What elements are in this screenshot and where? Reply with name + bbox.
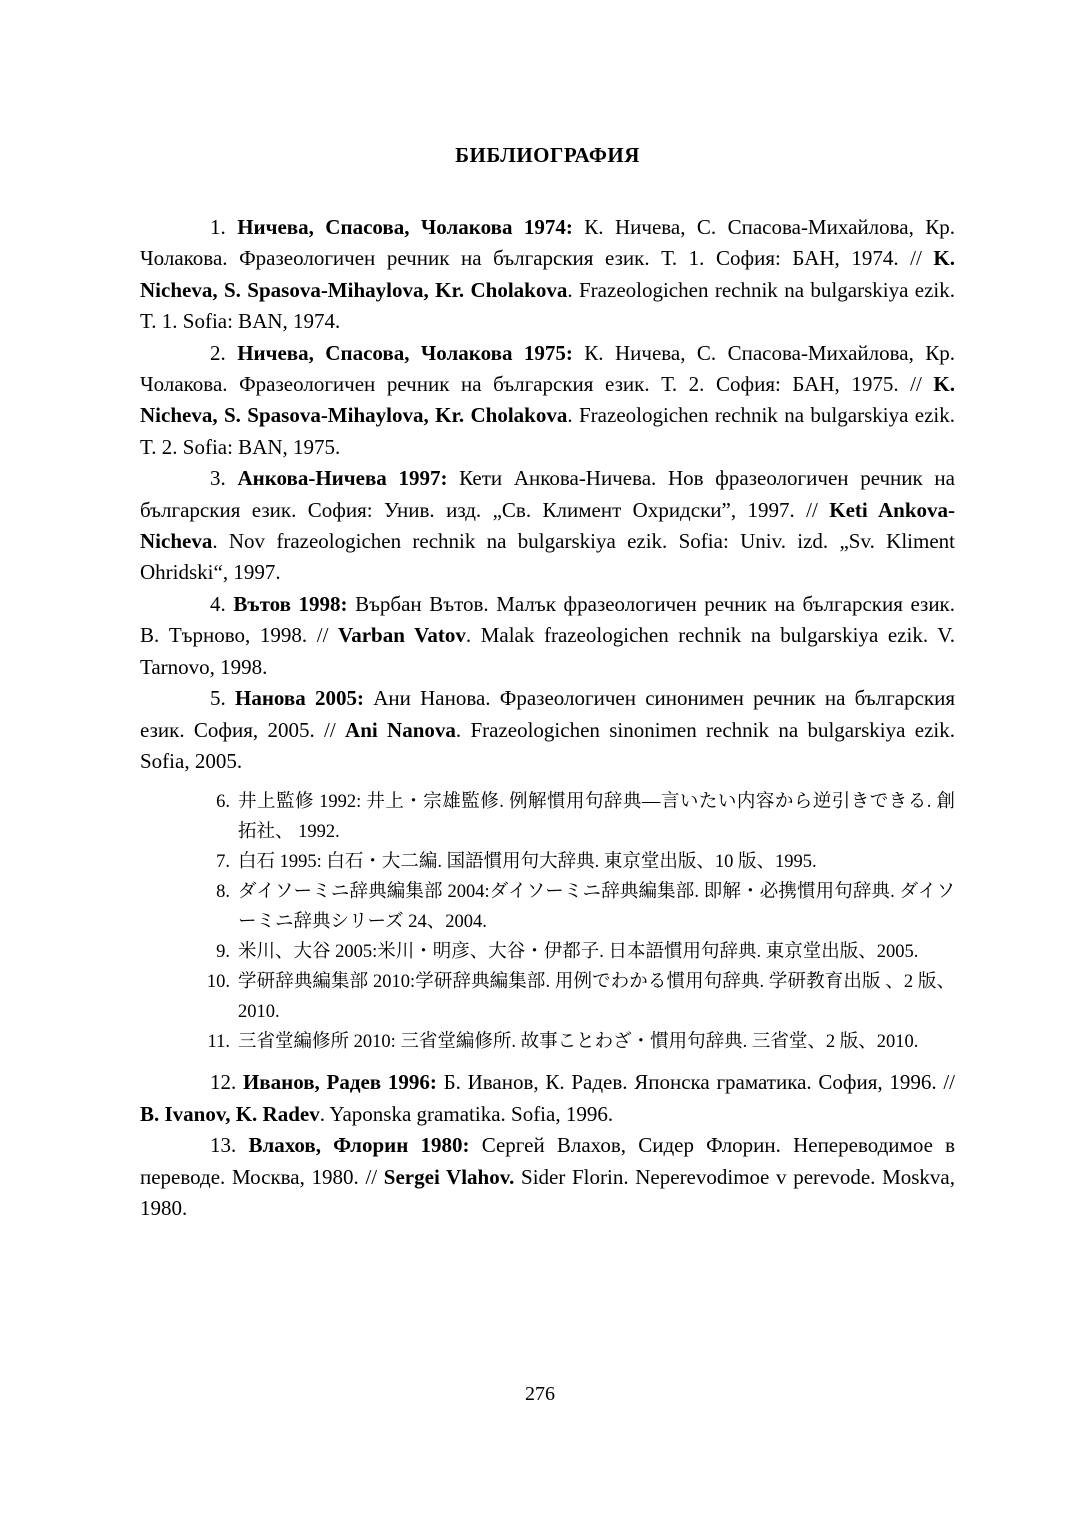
entry-text: Sider Florin. Neperevodimoe v perevode. Moskva, 1980. [140,1164,955,1220]
entry-text-bold: Ничева, Спасова, Чолакова 1975: [237,340,573,365]
entry-text: 三省堂編修所 2010: 三省堂編修所. 故事ことわざ・慣用句辞典. 三省堂、2 版、2010. [238,1032,919,1053]
page-number: 276 [525,1383,555,1405]
entry-text-bold: Ничева, Спасова, Чолакова 1974: [237,215,573,239]
entry-text-bold: Varban Vatov [338,623,466,648]
entry-text: 3. [210,466,238,491]
bibliography-list [140,212,955,1224]
entry-text-bold: Влахов, Флорин 1980: [248,1133,470,1158]
entry-text: . Frazeologichen sinonimen rechnik na bulgarskiya ezik. Sofia, 2005. [140,717,956,773]
entry-text: . Yaponska gramatika. Sofia, 1996. [319,1101,614,1126]
entry-text: 12. [210,1070,243,1095]
bib-entry-japanese [204,847,955,877]
entry-number: 10. [206,972,230,993]
entry-text: . Frazeologichen rechnik na bulgarskiya ezik. T. 1. Sofia: BAN, 1974. [140,277,956,334]
bib-entry-japanese [204,1027,955,1057]
entry-text: К. Ничева, С. Спасова-Михайлова, Кр. Чолакова. Фразеологичен речник на българския език. Т. 2. София: БАН, 1975. // [140,340,955,397]
entry-text: Кети Анкова-Ничева. Нов фразеологичен речник на българския език. София: Унив. изд. „Св. Климент Охридски”, 1997. // [140,466,955,522]
entry-text: 学研辞典編集部 2010:学研辞典編集部. 用例でわかる慣用句辞典. 学研教育出版 、2 版、2010. [238,972,955,1023]
entry-text: . Nov frazeologichen rechnik na bulgarskiya ezik. Sofia: Univ. izd. „Sv. Kliment Ohridski“, 1997. [140,529,955,585]
bib-entry [140,1067,955,1130]
entry-text: 4. [210,591,234,616]
bib-entry [140,338,955,464]
entry-text: Върбан Вътов. Малък фразеологичен речник на българския език. В. Търново, 1998. // [140,591,956,648]
entry-text-bold: Keti Ankova-Nicheva [140,497,955,554]
entry-number: 8. [216,882,230,903]
entry-text: К. Ничева, С. Спасова-Михайлова, Кр. Чолакова. Фразеологичен речник на българския език. Т. 1. София: БАН, 1974. // [140,215,955,271]
entry-text-bold: Иванов, Радев 1996: [242,1070,437,1095]
entry-text: Б. Иванов, К. Радев. Японска граматика. София, 1996. // [436,1070,955,1095]
bib-entry-japanese [204,937,955,967]
entry-text-bold: Нанова 2005: [235,686,364,711]
entry-text: 2. [210,340,238,365]
entry-text-bold: Вътов 1998: [233,591,348,616]
entry-number: 9. [216,942,230,963]
bib-entry-japanese [204,967,955,1027]
entry-text-bold: B. Ivanov, K. Radev [140,1101,320,1126]
entry-number: 7. [216,852,230,873]
entry-number: 6. [216,792,230,813]
bib-entry [140,212,955,338]
bib-entry [140,683,955,777]
entry-text-bold: K. Nicheva, S. Spasova-Mihaylova, Kr. Cholakova [140,246,955,302]
bib-entry-japanese [204,787,955,847]
entry-text: 白石 1995: 白石・大二編. 国語慣用句大辞典. 東京堂出版、10 版、1995. [238,852,817,873]
entry-text: Сергей Влахов, Сидер Флорин. Непереводимое в переводе. Москва, 1980. // [140,1133,956,1189]
entry-text: . Malak frazeologichen rechnik na bulgarskiya ezik. V. Tarnovo, 1998. [140,623,956,679]
entry-text: ダイソーミニ辞典編集部 2004:ダイソーミニ辞典編集部. 即解・必携慣用句辞典. ダイソーミニ辞典シリーズ 24、2004. [238,882,955,933]
entry-text-bold: Ani Nanova [345,717,456,742]
entry-text-bold: Sergei Vlahov. [383,1164,515,1189]
bib-entry [140,1130,955,1224]
entry-text: 井上監修 1992: 井上・宗雄監修. 例解慣用句辞典—言いたい内容から逆引きできる. 創拓社、 1992. [238,792,955,843]
bib-entry [140,463,955,589]
entry-text: . Frazeologichen rechnik na bulgarskiya ezik. T. 2. Sofia: BAN, 1975. [140,403,956,459]
document-title: БИБЛИОГРАФИЯ [455,143,640,167]
entry-text: 米川、大谷 2005:米川・明彦、大谷・伊都子. 日本語慣用句辞典. 東京堂出版、2005. [238,942,919,963]
entry-text-bold: K. Nicheva, S. Spasova-Mihaylova, Kr. Cholakova [140,372,955,428]
entry-number: 11. [207,1032,230,1053]
entry-text: 13. [210,1133,249,1158]
entry-text-bold: Анкова-Ничева 1997: [237,466,448,491]
bib-entry [140,589,955,683]
entry-text: 5. [210,686,235,711]
entry-text: Ани Нанова. Фразеологичен синонимен речник на българския език. София, 2005. // [140,686,956,742]
entry-text: 1. [210,215,238,239]
bib-entry-japanese [204,877,955,937]
